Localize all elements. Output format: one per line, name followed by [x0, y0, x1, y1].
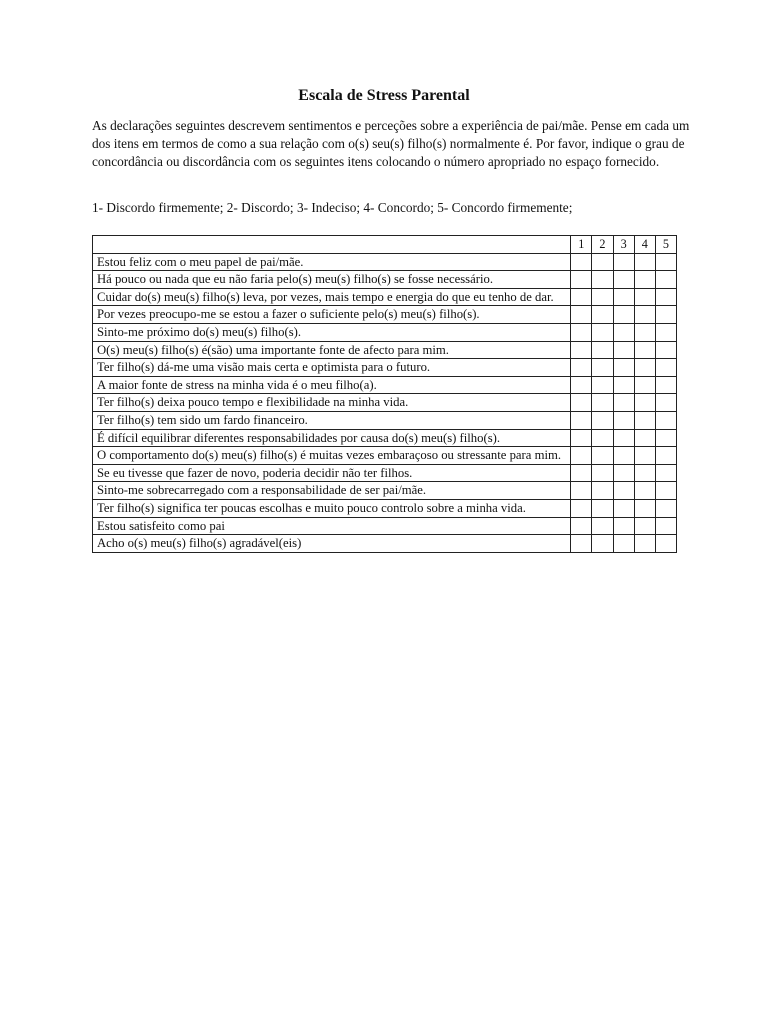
table-row [93, 429, 677, 447]
item-text: Estou satisfeito como pai [93, 517, 571, 535]
response-cell-5[interactable] [655, 359, 676, 377]
response-cell-1[interactable] [571, 288, 592, 306]
item-text: O comportamento do(s) meu(s) filho(s) é muitas vezes embaraçoso ou stressante para mim. [93, 447, 571, 465]
response-cell-5[interactable] [655, 411, 676, 429]
item-text: Se eu tivesse que fazer de novo, poderia decidir não ter filhos. [93, 464, 571, 482]
response-cell-5[interactable] [655, 464, 676, 482]
response-cell-2[interactable] [592, 411, 613, 429]
response-cell-5[interactable] [655, 447, 676, 465]
item-text: Sinto-me sobrecarregado com a responsabilidade de ser pai/mãe. [93, 482, 571, 500]
response-cell-1[interactable] [571, 499, 592, 517]
response-cell-2[interactable] [592, 271, 613, 289]
response-cell-1[interactable] [571, 411, 592, 429]
response-cell-1[interactable] [571, 464, 592, 482]
response-cell-2[interactable] [592, 394, 613, 412]
response-cell-3[interactable] [613, 535, 634, 553]
item-text: Ter filho(s) significa ter poucas escolhas e muito pouco controlo sobre a minha vida. [93, 499, 571, 517]
response-cell-5[interactable] [655, 288, 676, 306]
response-cell-4[interactable] [634, 429, 655, 447]
response-cell-5[interactable] [655, 429, 676, 447]
response-cell-2[interactable] [592, 482, 613, 500]
response-cell-1[interactable] [571, 341, 592, 359]
response-cell-1[interactable] [571, 394, 592, 412]
response-cell-3[interactable] [613, 306, 634, 324]
scale-header-5: 5 [655, 236, 676, 254]
item-text: Acho o(s) meu(s) filho(s) agradável(eis) [93, 535, 571, 553]
response-cell-5[interactable] [655, 253, 676, 271]
table-row [93, 447, 677, 465]
response-cell-3[interactable] [613, 288, 634, 306]
response-cell-1[interactable] [571, 429, 592, 447]
table-row [93, 499, 677, 517]
table-row [93, 411, 677, 429]
response-cell-3[interactable] [613, 447, 634, 465]
response-cell-4[interactable] [634, 323, 655, 341]
response-cell-1[interactable] [571, 376, 592, 394]
survey-table-body [93, 253, 677, 552]
document-title: Escala de Stress Parental [298, 87, 470, 104]
table-row [93, 323, 677, 341]
response-cell-5[interactable] [655, 323, 676, 341]
response-cell-4[interactable] [634, 253, 655, 271]
response-cell-3[interactable] [613, 517, 634, 535]
scale-header-1: 1 [571, 236, 592, 254]
item-text: Sinto-me próximo do(s) meu(s) filho(s). [93, 323, 571, 341]
response-cell-2[interactable] [592, 306, 613, 324]
response-cell-2[interactable] [592, 499, 613, 517]
response-cell-4[interactable] [634, 517, 655, 535]
response-cell-1[interactable] [571, 253, 592, 271]
response-cell-4[interactable] [634, 482, 655, 500]
table-header-row [93, 236, 677, 254]
response-cell-4[interactable] [634, 464, 655, 482]
response-cell-2[interactable] [592, 323, 613, 341]
response-cell-4[interactable] [634, 271, 655, 289]
response-cell-2[interactable] [592, 447, 613, 465]
response-cell-2[interactable] [592, 359, 613, 377]
response-cell-4[interactable] [634, 376, 655, 394]
table-row [93, 359, 677, 377]
scale-header-2: 2 [592, 236, 613, 254]
table-row [93, 271, 677, 289]
intro-paragraph: As declarações seguintes descrevem sentimentos e perceções sobre a experiência de pai/mãe. Pense em cada um dos itens em termos de como a sua relação com o(s) seu(s) filho(s) normalmente é. Por favor, indique o grau de concordância ou discordância com os seguintes itens colocando o número apropriado no espaço fornecido. [92, 118, 690, 170]
response-cell-5[interactable] [655, 482, 676, 500]
response-cell-5[interactable] [655, 394, 676, 412]
response-cell-5[interactable] [655, 376, 676, 394]
item-text: Estou feliz com o meu papel de pai/mãe. [93, 253, 571, 271]
survey-table [92, 235, 677, 553]
item-text: Cuidar do(s) meu(s) filho(s) leva, por vezes, mais tempo e energia do que eu tenho de dar. [93, 288, 571, 306]
response-cell-4[interactable] [634, 447, 655, 465]
response-cell-2[interactable] [592, 376, 613, 394]
item-text: Ter filho(s) dá-me uma visão mais certa e optimista para o futuro. [93, 359, 571, 377]
table-row [93, 306, 677, 324]
response-cell-3[interactable] [613, 464, 634, 482]
table-row [93, 535, 677, 553]
response-cell-2[interactable] [592, 535, 613, 553]
table-row [93, 288, 677, 306]
response-cell-1[interactable] [571, 323, 592, 341]
response-cell-3[interactable] [613, 359, 634, 377]
response-cell-1[interactable] [571, 517, 592, 535]
response-cell-3[interactable] [613, 253, 634, 271]
table-row [93, 376, 677, 394]
table-row [93, 341, 677, 359]
response-cell-1[interactable] [571, 447, 592, 465]
response-cell-4[interactable] [634, 394, 655, 412]
response-cell-3[interactable] [613, 376, 634, 394]
table-row [93, 517, 677, 535]
response-cell-1[interactable] [571, 359, 592, 377]
table-row [93, 464, 677, 482]
response-cell-5[interactable] [655, 499, 676, 517]
response-cell-3[interactable] [613, 411, 634, 429]
response-cell-3[interactable] [613, 429, 634, 447]
response-cell-3[interactable] [613, 323, 634, 341]
item-text: O(s) meu(s) filho(s) é(são) uma importante fonte de afecto para mim. [93, 341, 571, 359]
response-cell-2[interactable] [592, 429, 613, 447]
item-column-header [93, 236, 571, 254]
item-text: Por vezes preocupo-me se estou a fazer o suficiente pelo(s) meu(s) filho(s). [93, 306, 571, 324]
response-cell-3[interactable] [613, 341, 634, 359]
response-cell-4[interactable] [634, 306, 655, 324]
scale-legend: 1- Discordo firmemente; 2- Discordo; 3- Indeciso; 4- Concordo; 5- Concordo firmemente; [92, 200, 573, 215]
response-cell-5[interactable] [655, 341, 676, 359]
response-cell-3[interactable] [613, 499, 634, 517]
response-cell-1[interactable] [571, 271, 592, 289]
item-text: Ter filho(s) tem sido um fardo financeiro. [93, 411, 571, 429]
table-row [93, 482, 677, 500]
item-text: É difícil equilibrar diferentes responsabilidades por causa do(s) meu(s) filho(s). [93, 429, 571, 447]
response-cell-4[interactable] [634, 535, 655, 553]
response-cell-4[interactable] [634, 359, 655, 377]
response-cell-4[interactable] [634, 288, 655, 306]
response-cell-3[interactable] [613, 394, 634, 412]
response-cell-4[interactable] [634, 499, 655, 517]
response-cell-3[interactable] [613, 271, 634, 289]
item-text: Ter filho(s) deixa pouco tempo e flexibilidade na minha vida. [93, 394, 571, 412]
response-cell-5[interactable] [655, 535, 676, 553]
response-cell-4[interactable] [634, 411, 655, 429]
scale-header-4: 4 [634, 236, 655, 254]
table-row [93, 394, 677, 412]
response-cell-1[interactable] [571, 306, 592, 324]
response-cell-5[interactable] [655, 271, 676, 289]
response-cell-5[interactable] [655, 306, 676, 324]
response-cell-2[interactable] [592, 517, 613, 535]
response-cell-2[interactable] [592, 253, 613, 271]
item-text: A maior fonte de stress na minha vida é o meu filho(a). [93, 376, 571, 394]
table-row [93, 253, 677, 271]
response-cell-3[interactable] [613, 482, 634, 500]
response-cell-1[interactable] [571, 482, 592, 500]
scale-header-3: 3 [613, 236, 634, 254]
response-cell-4[interactable] [634, 341, 655, 359]
item-text: Há pouco ou nada que eu não faria pelo(s) meu(s) filho(s) se fosse necessário. [93, 271, 571, 289]
response-cell-2[interactable] [592, 341, 613, 359]
response-cell-2[interactable] [592, 464, 613, 482]
response-cell-1[interactable] [571, 535, 592, 553]
response-cell-5[interactable] [655, 517, 676, 535]
response-cell-2[interactable] [592, 288, 613, 306]
